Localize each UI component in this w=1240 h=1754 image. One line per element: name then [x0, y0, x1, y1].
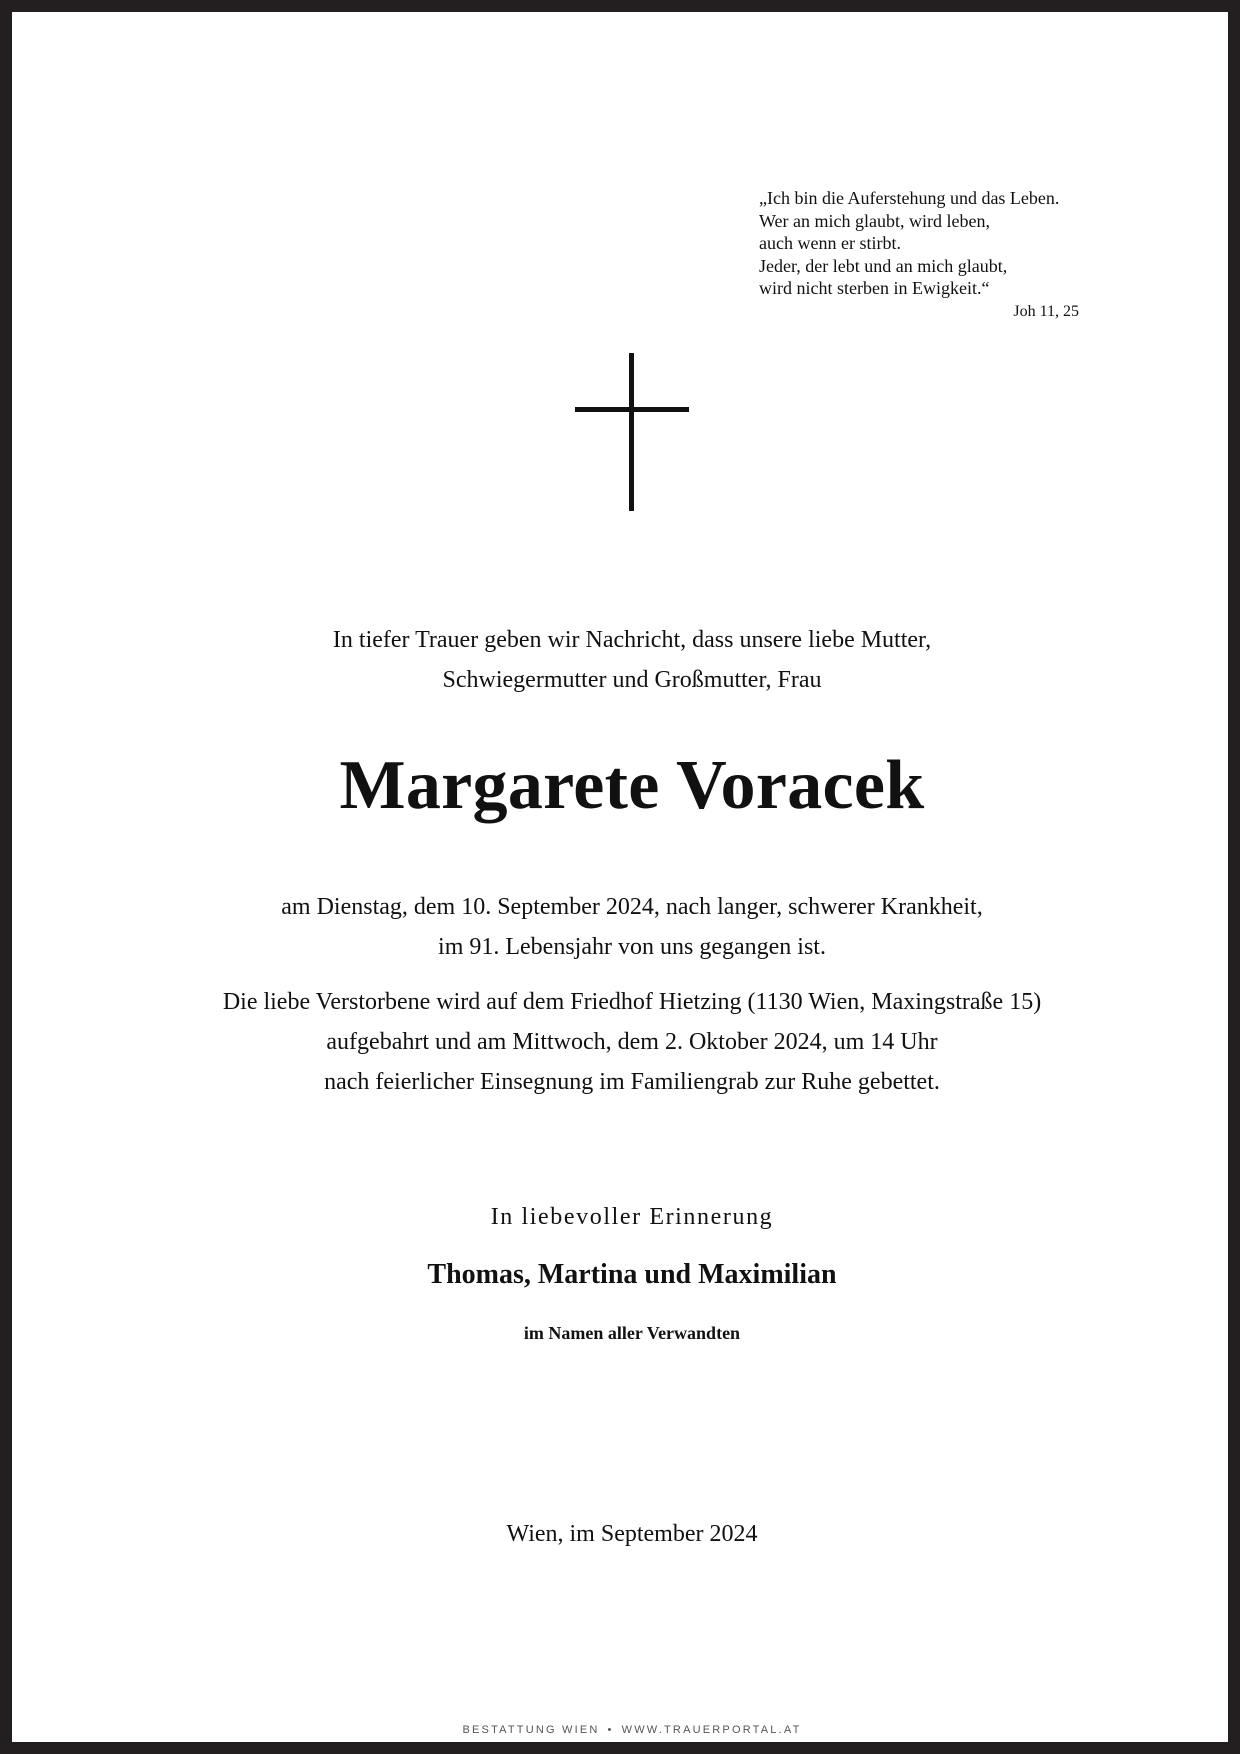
footer — [132, 1723, 1132, 1737]
funeral-notice — [132, 982, 1132, 1102]
verse-line: auch wenn er stirbt. — [759, 233, 901, 253]
intro-line: Schwiegermutter und Großmutter, Frau — [442, 667, 822, 693]
verse-line: Wer an mich glaubt, wird leben, — [759, 210, 990, 231]
funeral-notice-line: Die liebe Verstorbene wird auf dem Friedhof Hietzing (1130 Wien, Maxingstraße 15) — [222, 989, 1042, 1015]
funeral-notice-line: nach feierlicher Einsegnung im Familiengrab zur Ruhe gebettet. — [324, 1069, 940, 1095]
deceased-name: Margarete Voracek — [339, 747, 925, 824]
verse-line: „Ich bin die Auferstehung und das Leben. — [759, 188, 1060, 208]
death-notice-line: im 91. Lebensjahr von uns gegangen ist. — [438, 934, 826, 960]
cross-horizontal-bar — [575, 407, 689, 412]
bible-verse — [759, 187, 1079, 323]
place-date: Wien, im September 2024 — [506, 1521, 758, 1547]
verse-reference: Joh 11, 25 — [1013, 302, 1079, 320]
relatives-note: im Namen aller Verwandten — [523, 1323, 741, 1343]
intro-line: In tiefer Trauer geben wir Nachricht, dass unsere liebe Mutter, — [332, 627, 932, 653]
remembrance-heading: In liebevoller Erinnerung — [490, 1204, 774, 1230]
footer-funeral-home: BESTATTUNG WIEN — [462, 1724, 600, 1736]
footer-separator: • — [607, 1724, 614, 1736]
cross-icon — [575, 353, 689, 511]
intro-text — [132, 620, 1132, 700]
death-notice — [132, 887, 1132, 967]
footer-website-link[interactable]: WWW.TRAUERPORTAL.AT — [621, 1724, 802, 1736]
cross-vertical-bar — [629, 353, 634, 511]
mourners-names: Thomas, Martina und Maximilian — [427, 1259, 837, 1290]
funeral-notice-line: aufgebahrt und am Mittwoch, dem 2. Oktober 2024, um 14 Uhr — [326, 1029, 938, 1055]
verse-line: Jeder, der lebt und an mich glaubt, — [759, 255, 1008, 276]
death-notice-line: am Dienstag, dem 10. September 2024, nach langer, schwerer Krankheit, — [281, 894, 983, 920]
verse-line: wird nicht sterben in Ewigkeit.“ — [759, 278, 990, 298]
